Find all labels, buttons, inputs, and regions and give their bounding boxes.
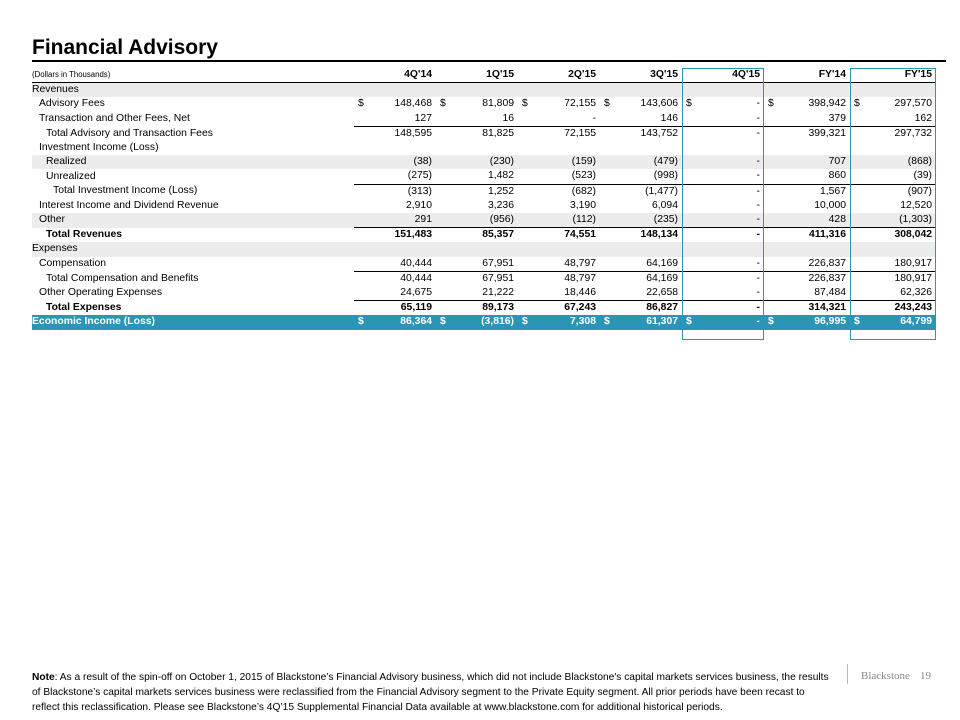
table-cell	[518, 184, 600, 199]
table-cell	[436, 271, 518, 286]
currency-symbol: $	[358, 98, 364, 110]
cell-value: 7,308	[569, 316, 596, 328]
row-label: Total Expenses	[46, 302, 122, 313]
table-cell	[682, 213, 764, 228]
table-cell	[518, 271, 600, 286]
table-row	[32, 286, 936, 301]
table-cell	[600, 141, 682, 155]
cell-value: (868)	[907, 156, 932, 168]
cell-value: (1,303)	[899, 214, 932, 226]
row-label: Total Advisory and Transaction Fees	[46, 127, 213, 139]
table-cell	[850, 213, 936, 228]
cell-value: 226,837	[808, 272, 846, 284]
table-cell	[354, 213, 436, 228]
table-cell	[850, 83, 936, 98]
table-cell	[436, 301, 518, 316]
table-cell	[764, 141, 850, 155]
cell-value: 64,169	[646, 272, 678, 284]
cell-value: -	[592, 112, 596, 124]
cell-value: (3,816)	[481, 316, 514, 328]
table-cell	[600, 301, 682, 316]
cell-value: 65,119	[400, 302, 432, 314]
table-cell	[436, 242, 518, 256]
currency-symbol: $	[686, 98, 692, 110]
table-row	[32, 112, 936, 127]
table-cell	[518, 112, 600, 127]
table-cell	[354, 169, 436, 184]
note-text: : As a result of the spin-off on October 1, 2015 of Blackstone’s Financial Advisory business, which did not include Blackstone's capital markets services business, the results of Blackstone’s capital markets services business were reclassified from the Financial Advisory segment to the Private Equity segment. All prior periods have been recast to reflect this reclassification. Please see Blackstone’s 4Q’15 Supplemental Financial Data available at www.blackstone.com for additional historical periods.	[32, 672, 829, 713]
cell-value: -	[756, 112, 760, 124]
table-cell	[354, 257, 436, 272]
table-cell	[850, 301, 936, 316]
cell-value: 148,595	[394, 127, 432, 139]
table-cell	[600, 257, 682, 272]
table-row	[32, 257, 936, 272]
cell-value: 707	[828, 156, 846, 168]
table-cell	[600, 242, 682, 256]
column-header: 4Q'15	[682, 68, 764, 83]
cell-value: -	[756, 272, 760, 284]
table-cell	[518, 213, 600, 228]
table-cell	[682, 97, 764, 111]
cell-value: 297,732	[894, 127, 932, 139]
table-cell	[354, 83, 436, 98]
table-cell	[682, 228, 764, 243]
cell-value: 40,444	[400, 257, 432, 269]
currency-symbol: $	[854, 316, 860, 328]
financial-table	[32, 68, 936, 330]
row-label: Total Investment Income (Loss)	[53, 185, 198, 197]
table-cell	[518, 169, 600, 184]
cell-value: 64,799	[900, 316, 932, 328]
currency-symbol: $	[604, 98, 610, 110]
cell-value: -	[756, 170, 760, 182]
cell-value: -	[756, 156, 760, 168]
table-cell	[850, 112, 936, 127]
table-cell	[518, 141, 600, 155]
table-cell	[764, 199, 850, 213]
table-row	[32, 155, 936, 169]
cell-value: (682)	[571, 185, 596, 197]
table-cell	[436, 141, 518, 155]
cell-value: 61,307	[646, 316, 678, 328]
table-cell	[354, 141, 436, 155]
table-cell	[682, 155, 764, 169]
table-cell	[682, 257, 764, 272]
currency-symbol: $	[768, 316, 774, 328]
cell-value: 89,173	[482, 302, 514, 314]
table-cell	[518, 301, 600, 316]
row-label: Advisory Fees	[39, 98, 105, 110]
table-header-row	[32, 68, 936, 83]
table-row	[32, 213, 936, 228]
table-cell	[436, 169, 518, 184]
cell-value: 67,951	[482, 272, 514, 284]
cell-value: 399,321	[808, 127, 846, 139]
cell-value: 72,155	[564, 98, 596, 110]
cell-value: 24,675	[400, 287, 432, 299]
cell-value: 86,827	[646, 302, 678, 314]
footer-divider	[847, 664, 848, 684]
unit-label: (Dollars in Thousands)	[32, 68, 354, 83]
table-cell	[682, 315, 764, 329]
currency-symbol: $	[522, 98, 528, 110]
table-cell	[518, 97, 600, 111]
table-row	[32, 184, 936, 199]
cell-value: 12,520	[900, 199, 932, 211]
table-cell	[518, 286, 600, 301]
table-cell	[682, 286, 764, 301]
cell-value: (230)	[489, 156, 514, 168]
cell-value: -	[756, 302, 760, 314]
cell-value: 64,169	[646, 257, 678, 269]
column-header: FY'14	[764, 68, 850, 83]
cell-value: 85,357	[482, 229, 514, 241]
cell-value: 180,917	[894, 272, 932, 284]
cell-value: (39)	[913, 170, 932, 182]
cell-value: 3,236	[487, 199, 514, 211]
table-cell	[436, 184, 518, 199]
table-cell	[600, 286, 682, 301]
table-cell	[764, 213, 850, 228]
table-cell	[682, 112, 764, 127]
table-cell	[518, 242, 600, 256]
cell-value: -	[756, 229, 760, 241]
cell-value: 127	[414, 112, 432, 124]
table-cell	[518, 257, 600, 272]
cell-value: (38)	[413, 156, 432, 168]
cell-value: 81,825	[482, 127, 514, 139]
cell-value: -	[756, 287, 760, 299]
cell-value: (112)	[572, 214, 596, 226]
cell-value: 308,042	[894, 229, 932, 241]
table-cell	[600, 112, 682, 127]
table-cell	[436, 315, 518, 329]
cell-value: 3,190	[569, 199, 596, 211]
table-row	[32, 97, 936, 111]
table-cell	[850, 97, 936, 111]
column-header: 3Q'15	[600, 68, 682, 83]
cell-value: 1,252	[487, 185, 514, 197]
table-cell	[682, 126, 764, 141]
cell-value: 162	[914, 112, 932, 124]
table-cell	[850, 141, 936, 155]
cell-value: 2,910	[405, 199, 432, 211]
cell-value: 143,606	[640, 98, 678, 110]
cell-value: 148,134	[640, 229, 678, 241]
row-label: Total Compensation and Benefits	[46, 272, 199, 284]
row-label: Realized	[32, 155, 354, 169]
table-row	[32, 141, 936, 155]
table-cell	[682, 199, 764, 213]
table-cell	[850, 257, 936, 272]
table-cell	[764, 155, 850, 169]
table-cell	[600, 228, 682, 243]
cell-value: 148,468	[394, 98, 432, 110]
table-cell	[436, 112, 518, 127]
row-label: Transaction and Other Fees, Net	[39, 112, 190, 124]
table-cell	[354, 228, 436, 243]
table-cell	[850, 199, 936, 213]
table-cell	[850, 315, 936, 329]
row-label: Compensation	[39, 257, 107, 269]
table-cell	[764, 301, 850, 316]
table-cell	[436, 213, 518, 228]
table-cell	[682, 242, 764, 256]
row-label: Expenses	[32, 242, 354, 256]
table-cell	[682, 141, 764, 155]
cell-value: 86,364	[400, 316, 432, 328]
cell-value: (275)	[407, 170, 432, 182]
row-label: Unrealized	[46, 170, 96, 182]
table-cell	[764, 286, 850, 301]
table-cell	[600, 271, 682, 286]
cell-value: -	[756, 185, 760, 197]
cell-value: (479)	[653, 156, 678, 168]
table-row	[32, 242, 936, 256]
cell-value: (956)	[489, 214, 514, 226]
table-cell	[600, 83, 682, 98]
cell-value: 291	[414, 214, 432, 226]
table-cell	[850, 169, 936, 184]
cell-value: 143,752	[640, 127, 678, 139]
row-label: Investment Income (Loss)	[39, 142, 159, 154]
footnote	[32, 670, 832, 715]
row-label: Total Revenues	[46, 228, 123, 240]
table-cell	[600, 184, 682, 199]
table-cell	[354, 112, 436, 127]
cell-value: 81,809	[482, 98, 514, 110]
cell-value: 48,797	[564, 272, 596, 284]
row-label: Interest Income and Dividend Revenue	[39, 199, 219, 211]
table-cell	[354, 97, 436, 111]
currency-symbol: $	[686, 316, 692, 328]
title-rule	[32, 60, 946, 62]
table-row	[32, 315, 936, 329]
table-row	[32, 301, 936, 316]
row-label: Revenues	[32, 83, 354, 98]
column-header: 2Q'15	[518, 68, 600, 83]
cell-value: 860	[828, 170, 846, 182]
cell-value: 74,551	[564, 229, 596, 241]
cell-value: 67,243	[564, 302, 596, 314]
cell-value: 411,316	[809, 229, 846, 241]
cell-value: 22,658	[646, 287, 678, 299]
table-cell	[764, 126, 850, 141]
table-cell	[600, 97, 682, 111]
table-cell	[518, 83, 600, 98]
column-header: FY'15	[850, 68, 936, 83]
cell-value: (523)	[571, 170, 596, 182]
table-cell	[764, 97, 850, 111]
table-cell	[354, 126, 436, 141]
table-cell	[850, 242, 936, 256]
table-cell	[436, 155, 518, 169]
cell-value: 1,567	[819, 185, 846, 197]
table-cell	[682, 83, 764, 98]
note-label: Note	[32, 672, 55, 683]
table-cell	[436, 228, 518, 243]
table-cell	[764, 228, 850, 243]
cell-value: (998)	[653, 170, 678, 182]
table-cell	[354, 271, 436, 286]
table-cell	[354, 155, 436, 169]
table-row	[32, 199, 936, 213]
table-row	[32, 169, 936, 184]
row-label: Other Operating Expenses	[39, 287, 163, 299]
currency-symbol: $	[522, 316, 528, 328]
table-cell	[518, 199, 600, 213]
table-cell	[600, 169, 682, 184]
cell-value: (235)	[653, 214, 678, 226]
table-cell	[436, 126, 518, 141]
cell-value: 10,000	[814, 199, 846, 211]
currency-symbol: $	[358, 316, 364, 328]
cell-value: 62,326	[900, 287, 932, 299]
cell-value: -	[756, 127, 760, 139]
table-cell	[682, 184, 764, 199]
cell-value: 146	[660, 112, 678, 124]
cell-value: (159)	[571, 156, 596, 168]
table-cell	[354, 301, 436, 316]
table-cell	[518, 155, 600, 169]
table-cell	[850, 184, 936, 199]
currency-symbol: $	[854, 98, 860, 110]
table-cell	[354, 315, 436, 329]
table-cell	[850, 228, 936, 243]
cell-value: -	[756, 98, 760, 110]
cell-value: -	[756, 199, 760, 211]
table-cell	[436, 199, 518, 213]
table-cell	[436, 286, 518, 301]
table-cell	[436, 257, 518, 272]
table-cell	[600, 315, 682, 329]
table-cell	[436, 83, 518, 98]
cell-value: 16	[502, 112, 514, 124]
table-cell	[682, 169, 764, 184]
table-cell	[354, 286, 436, 301]
currency-symbol: $	[604, 316, 610, 328]
table-cell	[764, 257, 850, 272]
table-cell	[600, 213, 682, 228]
table-cell	[764, 315, 850, 329]
table-cell	[600, 199, 682, 213]
cell-value: -	[756, 214, 760, 226]
column-header: 4Q'14	[354, 68, 436, 83]
table-cell	[682, 271, 764, 286]
table-cell	[764, 271, 850, 286]
table-cell	[764, 83, 850, 98]
table-row	[32, 271, 936, 286]
brand-logo-text: Blackstone	[861, 670, 910, 682]
cell-value: 243,243	[894, 302, 932, 314]
cell-value: 18,446	[564, 287, 596, 299]
table-row	[32, 83, 936, 98]
cell-value: (1,477)	[645, 185, 678, 197]
column-header: 1Q'15	[436, 68, 518, 83]
table-row	[32, 126, 936, 141]
cell-value: 297,570	[894, 98, 932, 110]
currency-symbol: $	[440, 316, 446, 328]
table-cell	[518, 126, 600, 141]
row-label: Economic Income (Loss)	[32, 315, 354, 329]
table-cell	[850, 126, 936, 141]
table-cell	[518, 315, 600, 329]
cell-value: (313)	[407, 185, 432, 197]
cell-value: 67,951	[482, 257, 514, 269]
table-row	[32, 228, 936, 243]
cell-value: 40,444	[400, 272, 432, 284]
table-cell	[600, 126, 682, 141]
currency-symbol: $	[768, 98, 774, 110]
row-label: Other	[32, 213, 354, 228]
table-cell	[764, 112, 850, 127]
cell-value: 6,094	[651, 199, 678, 211]
cell-value: 398,942	[808, 98, 846, 110]
cell-value: (907)	[907, 185, 932, 197]
cell-value: 72,155	[564, 127, 596, 139]
table-cell	[850, 286, 936, 301]
table-cell	[850, 155, 936, 169]
table-cell	[600, 155, 682, 169]
page-number: 19	[920, 670, 931, 682]
table-cell	[354, 184, 436, 199]
cell-value: 21,222	[482, 287, 514, 299]
cell-value: 314,321	[808, 302, 846, 314]
table-cell	[354, 199, 436, 213]
table-cell	[518, 228, 600, 243]
cell-value: 379	[828, 112, 846, 124]
cell-value: 226,837	[808, 257, 846, 269]
table-body	[32, 83, 936, 330]
table-cell	[682, 301, 764, 316]
table-cell	[436, 97, 518, 111]
cell-value: 96,995	[814, 316, 846, 328]
table-cell	[354, 242, 436, 256]
table-cell	[764, 169, 850, 184]
cell-value: 428	[828, 214, 846, 226]
table-cell	[764, 242, 850, 256]
table-cell	[850, 271, 936, 286]
cell-value: 151,483	[394, 229, 432, 241]
currency-symbol: $	[440, 98, 446, 110]
cell-value: 1,482	[487, 170, 514, 182]
cell-value: -	[756, 257, 760, 269]
cell-value: 48,797	[564, 257, 596, 269]
table-cell	[764, 184, 850, 199]
cell-value: -	[756, 316, 760, 328]
cell-value: 87,484	[814, 287, 846, 299]
cell-value: 180,917	[894, 257, 932, 269]
page-title: Financial Advisory	[32, 36, 218, 59]
